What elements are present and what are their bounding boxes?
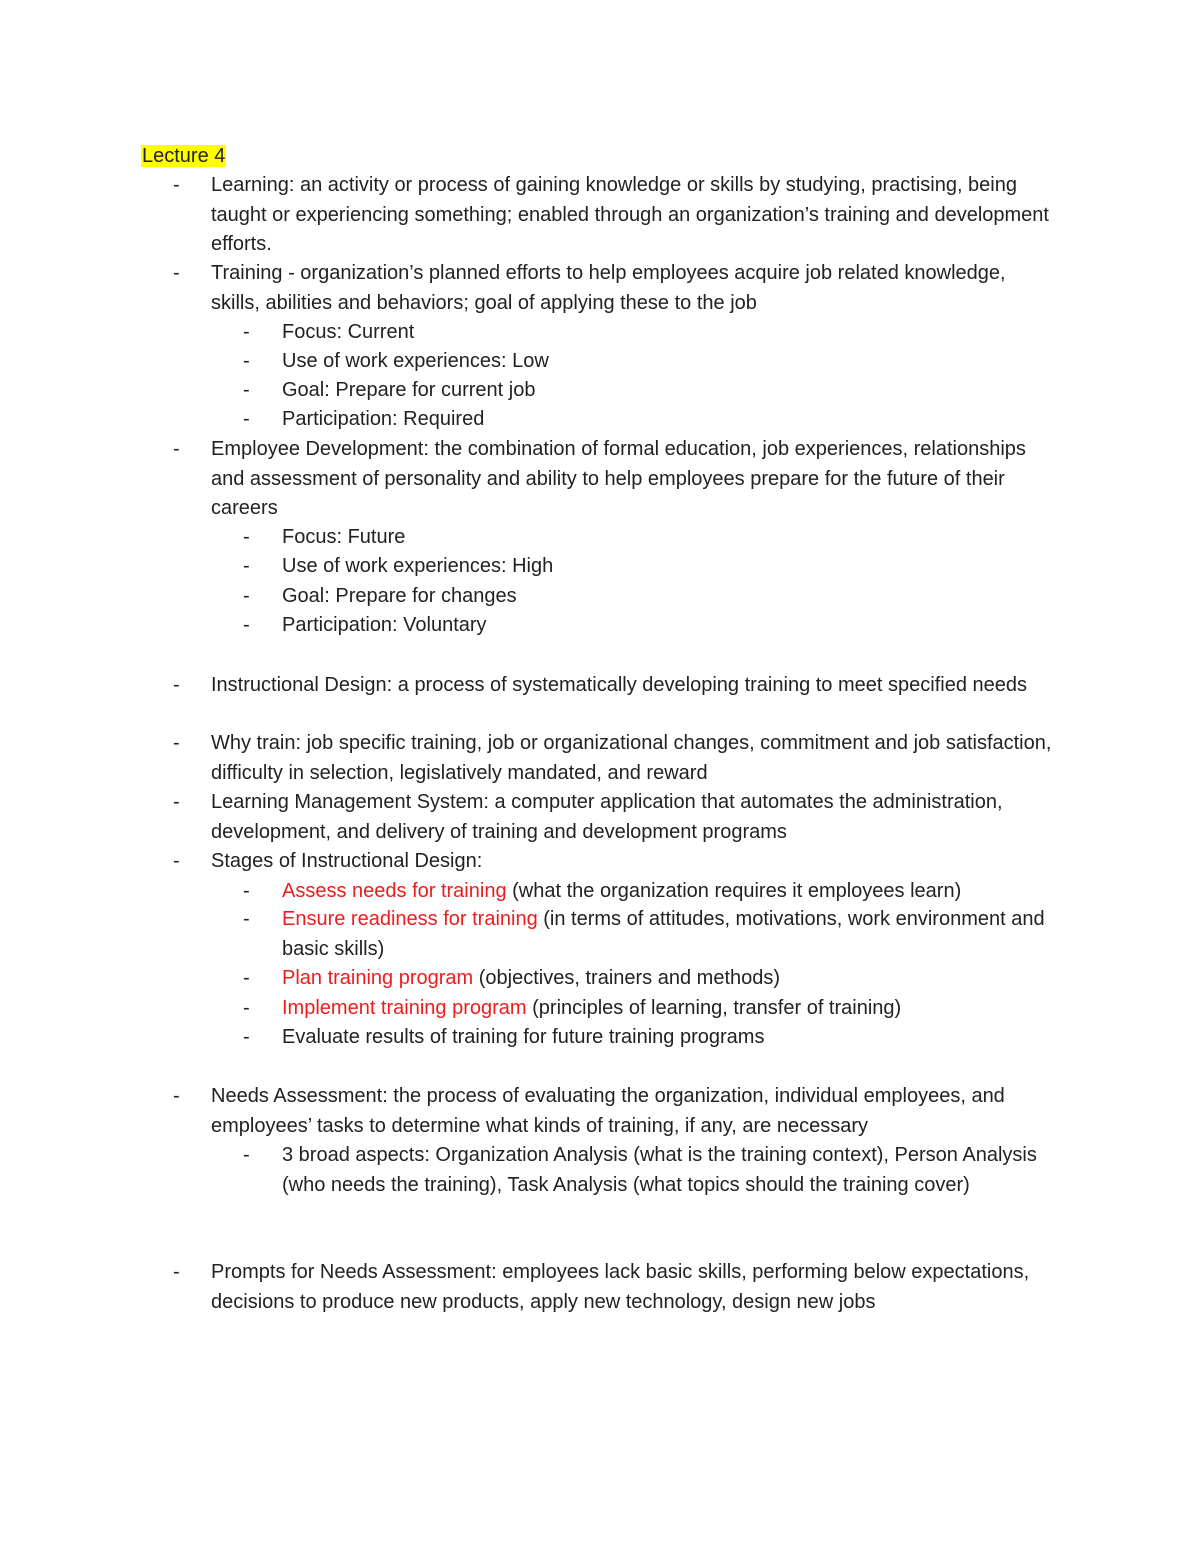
dash-bullet: - (243, 997, 250, 1019)
title-highlight: Lecture 4 (142, 145, 226, 167)
dash-bullet: - (173, 850, 180, 872)
stage-highlight: Ensure readiness for training (282, 908, 538, 930)
sub-item-focus-future (243, 523, 1053, 553)
stage-plan-program (243, 964, 1053, 994)
list-item-needs-assessment (173, 1082, 1053, 1141)
sub-item-participation-required (243, 405, 1053, 435)
dash-bullet: - (173, 674, 180, 696)
list-item-stages (173, 847, 1053, 877)
dash-bullet: - (173, 174, 180, 196)
item-text: Instructional Design: a process of systematically developing training to meet specified needs (211, 674, 1027, 696)
dash-bullet: - (243, 967, 250, 989)
stage-assess-needs (243, 877, 1053, 907)
dash-bullet: - (243, 379, 250, 401)
list-item-employee-development (173, 435, 1053, 524)
item-text: Learning Management System: a computer application that automates the administration, development, and delivery of training and development programs (211, 791, 1003, 843)
item-text: Goal: Prepare for current job (282, 379, 536, 401)
dash-bullet: - (173, 1085, 180, 1107)
item-text: Use of work experiences: High (282, 555, 554, 577)
list-item-learning (173, 171, 1053, 260)
item-text: Needs Assessment: the process of evaluating the organization, individual employees, and employees’ tasks to determine what kinds of training, if any, are necessary (211, 1085, 1005, 1137)
list-item-lms (173, 788, 1053, 847)
dash-bullet: - (243, 526, 250, 548)
item-text: 3 broad aspects: Organization Analysis (what is the training context), Person Analysis (who needs the training), Task Analysis (what topics should the training cover) (282, 1144, 1037, 1196)
dash-bullet: - (243, 614, 250, 636)
sub-item-work-high (243, 552, 1053, 582)
item-text: Why train: job specific training, job or organizational changes, commitment and job satisfaction, difficulty in selection, legislatively mandated, and reward (211, 732, 1052, 784)
list-item-instructional-design (173, 671, 1053, 701)
stage-highlight: Assess needs for training (282, 880, 507, 902)
dash-bullet: - (173, 732, 180, 754)
item-text: Prompts for Needs Assessment: employees lack basic skills, performing below expectations, decisions to produce new products, apply new technology, design new jobs (211, 1261, 1030, 1313)
item-text (282, 905, 1053, 964)
dash-bullet: - (243, 1026, 250, 1048)
dash-bullet: - (243, 880, 250, 902)
stage-detail: (what the organization requires it employees learn) (506, 880, 962, 902)
stage-highlight: Implement training program (282, 997, 527, 1019)
sub-item-participation-voluntary (243, 611, 1053, 641)
dash-bullet: - (173, 262, 180, 284)
dash-bullet: - (173, 1261, 180, 1283)
sub-item-three-aspects (243, 1141, 1053, 1200)
item-text (282, 994, 1053, 1024)
sub-item-work-low (243, 347, 1053, 377)
item-text: Participation: Required (282, 408, 485, 430)
dash-bullet: - (173, 791, 180, 813)
dash-bullet: - (243, 908, 250, 930)
item-text: Use of work experiences: Low (282, 350, 549, 372)
dash-bullet: - (243, 585, 250, 607)
item-text: Focus: Current (282, 321, 415, 343)
list-item-why-train (173, 729, 1053, 788)
item-text (282, 877, 1053, 907)
stage-highlight: Plan training program (282, 967, 474, 989)
dash-bullet: - (243, 321, 250, 343)
dash-bullet: - (243, 350, 250, 372)
stage-detail: (in terms of attitudes, motivations, work environment and basic skills) (282, 908, 1045, 960)
item-text: Participation: Voluntary (282, 614, 487, 636)
stage-detail: (objectives, trainers and methods) (473, 967, 781, 989)
item-text: Goal: Prepare for changes (282, 585, 517, 607)
item-text: Focus: Future (282, 526, 406, 548)
list-item-prompts (173, 1258, 1053, 1317)
item-text: Training - organization’s planned efforts to help employees acquire job related knowledge, skills, abilities and behaviors; goal of applying these to the job (211, 262, 1006, 314)
item-text: Learning: an activity or process of gaining knowledge or skills by studying, practising, being taught or experiencing something; enabled through an organization’s training and development efforts. (211, 174, 1049, 255)
sub-item-goal-changes (243, 582, 1053, 612)
stage-implement-program (243, 994, 1053, 1024)
stage-detail: (principles of learning, transfer of training) (526, 997, 902, 1019)
item-text: Evaluate results of training for future training programs (282, 1026, 765, 1048)
item-text: Stages of Instructional Design: (211, 850, 483, 872)
dash-bullet: - (173, 438, 180, 460)
stage-ensure-readiness (243, 905, 1053, 964)
sub-item-focus-current (243, 318, 1053, 348)
page-title (141, 142, 226, 171)
stage-evaluate-results (243, 1023, 1053, 1053)
dash-bullet: - (243, 555, 250, 577)
item-text (282, 964, 1053, 994)
dash-bullet: - (243, 408, 250, 430)
list-item-training (173, 259, 1053, 318)
dash-bullet: - (243, 1144, 250, 1166)
item-text: Employee Development: the combination of formal education, job experiences, relationships and assessment of personality and ability to help employees prepare for the future of their careers (211, 438, 1026, 519)
sub-item-goal-current (243, 376, 1053, 406)
